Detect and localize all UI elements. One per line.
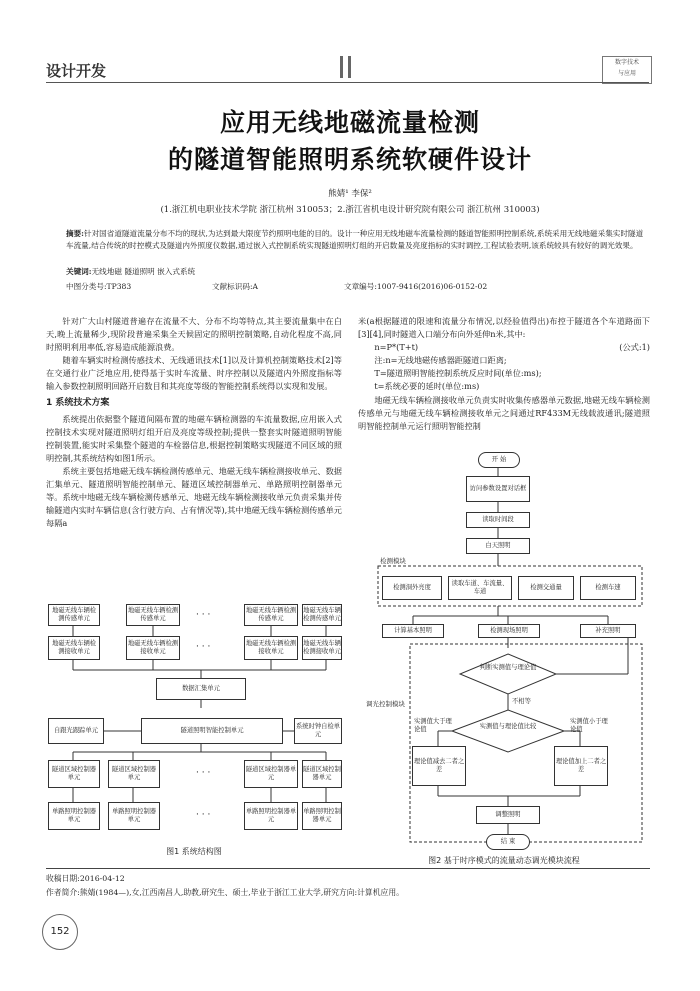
- flow-decide: 判断实测值与理论值: [479, 664, 537, 671]
- left-column: [46, 315, 342, 531]
- single-light-controller: 单路照明控制器单元: [48, 802, 100, 830]
- flow-supplement: 补充照明: [580, 624, 636, 638]
- clock-unit: 系统时钟自检单元: [294, 718, 342, 744]
- formula: n=P*(T+t): [374, 342, 419, 353]
- sensor-unit: 地磁无线车辆检测传感单元: [302, 604, 342, 626]
- footer-rule: [46, 868, 650, 869]
- figure-1: [46, 598, 342, 860]
- logo-bottom-text: 与应用: [617, 70, 636, 77]
- received-date: 收稿日期:2016-04-12: [46, 874, 125, 883]
- flow-visit-params: 访问参数设置对话框: [466, 476, 530, 502]
- receiver-unit: 地磁无线车辆检测接收单元: [302, 636, 342, 660]
- paragraph: 系统主要包括地磁无线车辆检测传感单元、地磁无线车辆检测接收单元、数据汇集单元、隧道照明智能控制单元、隧道区域控制器单元、单路照明控制器单元等。系统中地磁无线车辆检测传感单元、地磁无线车辆检测接收单元负责采集并传输隧道内实时车辆信息(含行驶方向、占有情况等),其中地磁无线车辆检测传感单元每隔a: [46, 466, 342, 529]
- flow-start: 开 始: [478, 452, 520, 468]
- receiver-unit: 地磁无线车辆检测接收单元: [126, 636, 180, 660]
- paragraph: 米(a根据隧道的限速和流量分布情况,以经验值得出)布控于隧道各个车道路面下[3][4],同时隧道入口端分布向外延伸n米,其中:: [358, 316, 650, 340]
- keywords: [66, 266, 195, 277]
- ellipsis: · · ·: [196, 642, 211, 652]
- flow-plus: 理论值加上二者之差: [554, 746, 608, 786]
- note: t=系统必要的延时(单位:ms): [374, 381, 480, 392]
- figure-1-caption: 图1 系统结构图: [166, 847, 222, 856]
- flow-detect-now: 检测现场照明: [478, 624, 540, 638]
- page-number: 152: [42, 914, 78, 950]
- sensor-unit: 地磁无线车辆检测传感单元: [126, 604, 180, 626]
- author-bio: 作者简介:熊婧(1984—),女,江西南昌人,助教,研究生、硕士,毕业于浙江工业大学,研究方向:计算机应用。: [46, 888, 404, 897]
- detect-module-label: 检测模块: [380, 557, 406, 565]
- ellipsis: · · ·: [196, 768, 211, 778]
- flow-compare: 实测值与理论值比较: [479, 723, 537, 730]
- logo-top-text: 数字技术: [614, 59, 639, 66]
- paragraph: 地磁无线车辆检测接收单元负责实时收集传感器单元数据,地磁无线车辆检测传感单元与地磁无线车辆检测接收单元之间通过RF433M无线载波通讯;隧道照明智能控制单元运行照明智能控制: [358, 394, 650, 431]
- clc-number: 中图分类号:TP383: [66, 282, 132, 291]
- larger-label: 实测值大于理论值: [414, 718, 452, 733]
- sensor-unit: 地磁无线车辆检测传感单元: [244, 604, 298, 626]
- region-controller: 隧道区域控制器单元: [302, 760, 342, 788]
- flow-detect-traffic: 检测交通量: [518, 576, 574, 600]
- article-number: 文章编号:1007-9416(2016)06-0152-02: [344, 282, 488, 291]
- single-light-controller: 单路照明控制器单元: [108, 802, 160, 830]
- formula-row: [358, 341, 650, 354]
- paragraph: 针对广大山村隧道普遍存在流量不大、分布不均等特点,其主要流量集中在白天,晚上流量稀少,现阶段普遍采集全天候固定的照明控制策略,自动化程度不高,同时照明利用率低,容易造成能源浪费。: [46, 316, 342, 353]
- ellipsis: · · ·: [196, 610, 211, 620]
- paragraph: 随着车辆实时检测传感技术、无线通讯技术[1]以及计算机控制策略技术[2]等在交通行业广泛地应用,使得基于实时车流量、时序控制以及隧道内外照度指标等输入参数控制照明回路开启数目和其亮度等级的智能控制系统得以实现和发展。: [46, 355, 342, 392]
- header-rule: [46, 82, 649, 83]
- flow-end: 结 束: [486, 834, 530, 850]
- ellipsis: · · ·: [196, 810, 211, 820]
- flow-adjust: 调整照明: [476, 806, 540, 824]
- keywords-text: 无线地磁 隧道照明 嵌入式系统: [91, 267, 196, 276]
- flow-detect-outside: 检测洞外亮度: [382, 576, 442, 600]
- journal-logo: [602, 56, 652, 84]
- aggregation-unit: 数据汇集单元: [156, 678, 246, 700]
- dim-module-label: 调光控制模块: [366, 700, 405, 708]
- figure-2: [358, 448, 650, 868]
- title-line-2: 的隧道智能照明系统软硬件设计: [167, 145, 532, 174]
- region-controller: 隧道区域控制器单元: [108, 760, 160, 788]
- formula-number: (公式:1): [619, 342, 650, 353]
- abstract: [66, 228, 650, 252]
- abstract-label: 摘要:: [66, 229, 84, 238]
- right-column: [358, 315, 650, 433]
- abstract-text: 针对国省道隧道流量分布不均的现状,为达到最大限度节约照明电能的目的。设计一种应用无线地磁车流量检测的隧道智能照明控制系统,系统采用无线地磁采集实时隧道车流量,结合传统的时控模式及隧道内外照度仪数据,通过嵌入式控制系统实现隧道照明灯组的开启数量及亮度指标的实时调控,工程试验表明,该系统较具有较好的调光效果。: [66, 229, 644, 250]
- figure-2-caption: 图2 基于时序模式的流量动态调光模块流程: [428, 856, 580, 865]
- central-control-unit: 隧道照明智能控制单元: [141, 718, 283, 744]
- document-code: 文献标识码:A: [212, 282, 259, 291]
- section-heading: 1 系统技术方案: [46, 397, 110, 408]
- receiver-unit: 地磁无线车辆检测接收单元: [48, 636, 100, 660]
- flow-daylight: 白天照明: [466, 538, 530, 554]
- section-label: 设计开发: [46, 62, 107, 80]
- keywords-label: 关键词:: [66, 267, 92, 276]
- smaller-label: 实测值小于理论值: [570, 718, 608, 733]
- single-light-controller: 单路照明控制器单元: [302, 802, 342, 830]
- title-line-1: 应用无线地磁流量检测: [219, 108, 480, 137]
- flow-read-time: 读取时间段: [466, 512, 530, 528]
- light-tracking-unit: 自跟光跟踪单元: [48, 718, 104, 744]
- authors: 熊婧¹ 李保²: [328, 189, 372, 199]
- header-bars: [340, 56, 356, 82]
- flow-calc-base: 计算基本照明: [382, 624, 444, 638]
- region-controller: 隧道区域控制器单元: [48, 760, 100, 788]
- sensor-unit: 地磁无线车辆检测传感单元: [48, 604, 100, 626]
- region-controller: 隧道区域控制器单元: [244, 760, 298, 788]
- affiliation: (1.浙江机电职业技术学院 浙江杭州 310053；2.浙江省机电设计研究院有限公司 浙江杭州 310003): [160, 205, 540, 215]
- not-equal-label: 不相等: [512, 698, 531, 705]
- flow-minus: 理论值减去二者之差: [412, 746, 466, 786]
- fig2-connectors: [358, 448, 650, 868]
- flow-detect-speed: 检测车速: [580, 576, 636, 600]
- paragraph: 系统提出依据整个隧道间隔布置的地磁车辆检测器的车流量数据,应用嵌入式控制技术实现对隧道照明灯组开启及亮度等级控制;提供一整套实时隧道照明智能控制装置,能实时采集整个隧道的车检器信息,根据控制策略实现隧道不同区域的照明控制,其系统结构如图1所示。: [46, 413, 342, 463]
- flow-read-lanes: 读取车道、车流量、车道: [448, 576, 512, 600]
- note: 注:n=无线地磁传感器距隧道口距离;: [374, 355, 507, 366]
- single-light-controller: 单路照明控制器单元: [244, 802, 298, 830]
- note: T=隧道照明智能控制系统反应时间(单位:ms);: [374, 368, 542, 379]
- receiver-unit: 地磁无线车辆检测接收单元: [244, 636, 298, 660]
